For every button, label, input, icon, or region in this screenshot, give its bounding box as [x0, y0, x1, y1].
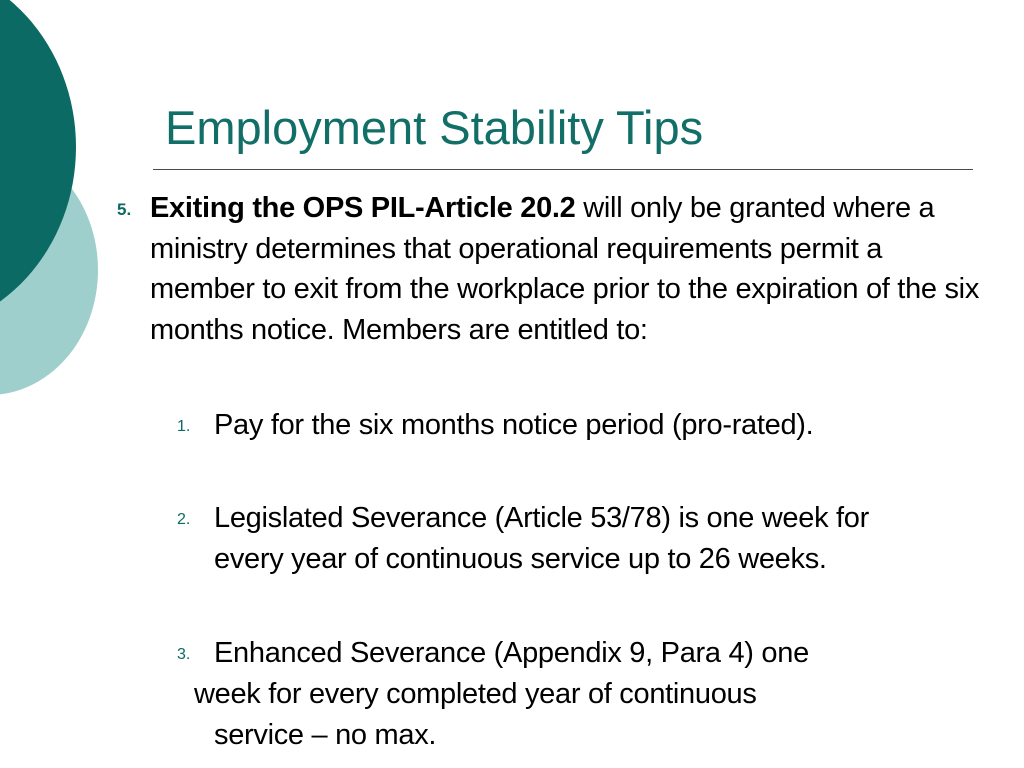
sub-point-2: Legislated Severance (Article 53/78) is one week for every year of continuous service up to 26 weeks. — [214, 502, 869, 575]
main-point-bold-lead: Exiting the OPS PIL-Article 20.2 — [150, 192, 576, 224]
title-divider — [153, 169, 973, 170]
sub-point-3-line1: Enhanced Severance (Appendix 9, Para 4) one — [214, 637, 809, 669]
sub-point-1: Pay for the six months notice period (pro-rated). — [214, 409, 814, 441]
sub-point-3 — [194, 633, 954, 756]
sub-point-3-line2: week for every completed year of continuous — [194, 678, 757, 710]
sub-number-2: 2. — [177, 511, 191, 528]
sub-point-3-line3: service – no max. — [214, 719, 437, 751]
main-point — [150, 188, 980, 350]
main-point-text-rest: granted where a ministry determines that operational requirements permit a member to exit from the workplace prior to the expiration of the six months notice. Members are entitled to: — [150, 192, 980, 346]
list-number-5: 5. — [117, 200, 132, 219]
main-point-text-line1: will only be — [575, 192, 722, 224]
sub-number-1: 1. — [177, 418, 191, 435]
sub-number-3: 3. — [177, 646, 191, 663]
slide-title: Employment Stability Tips — [165, 101, 704, 154]
